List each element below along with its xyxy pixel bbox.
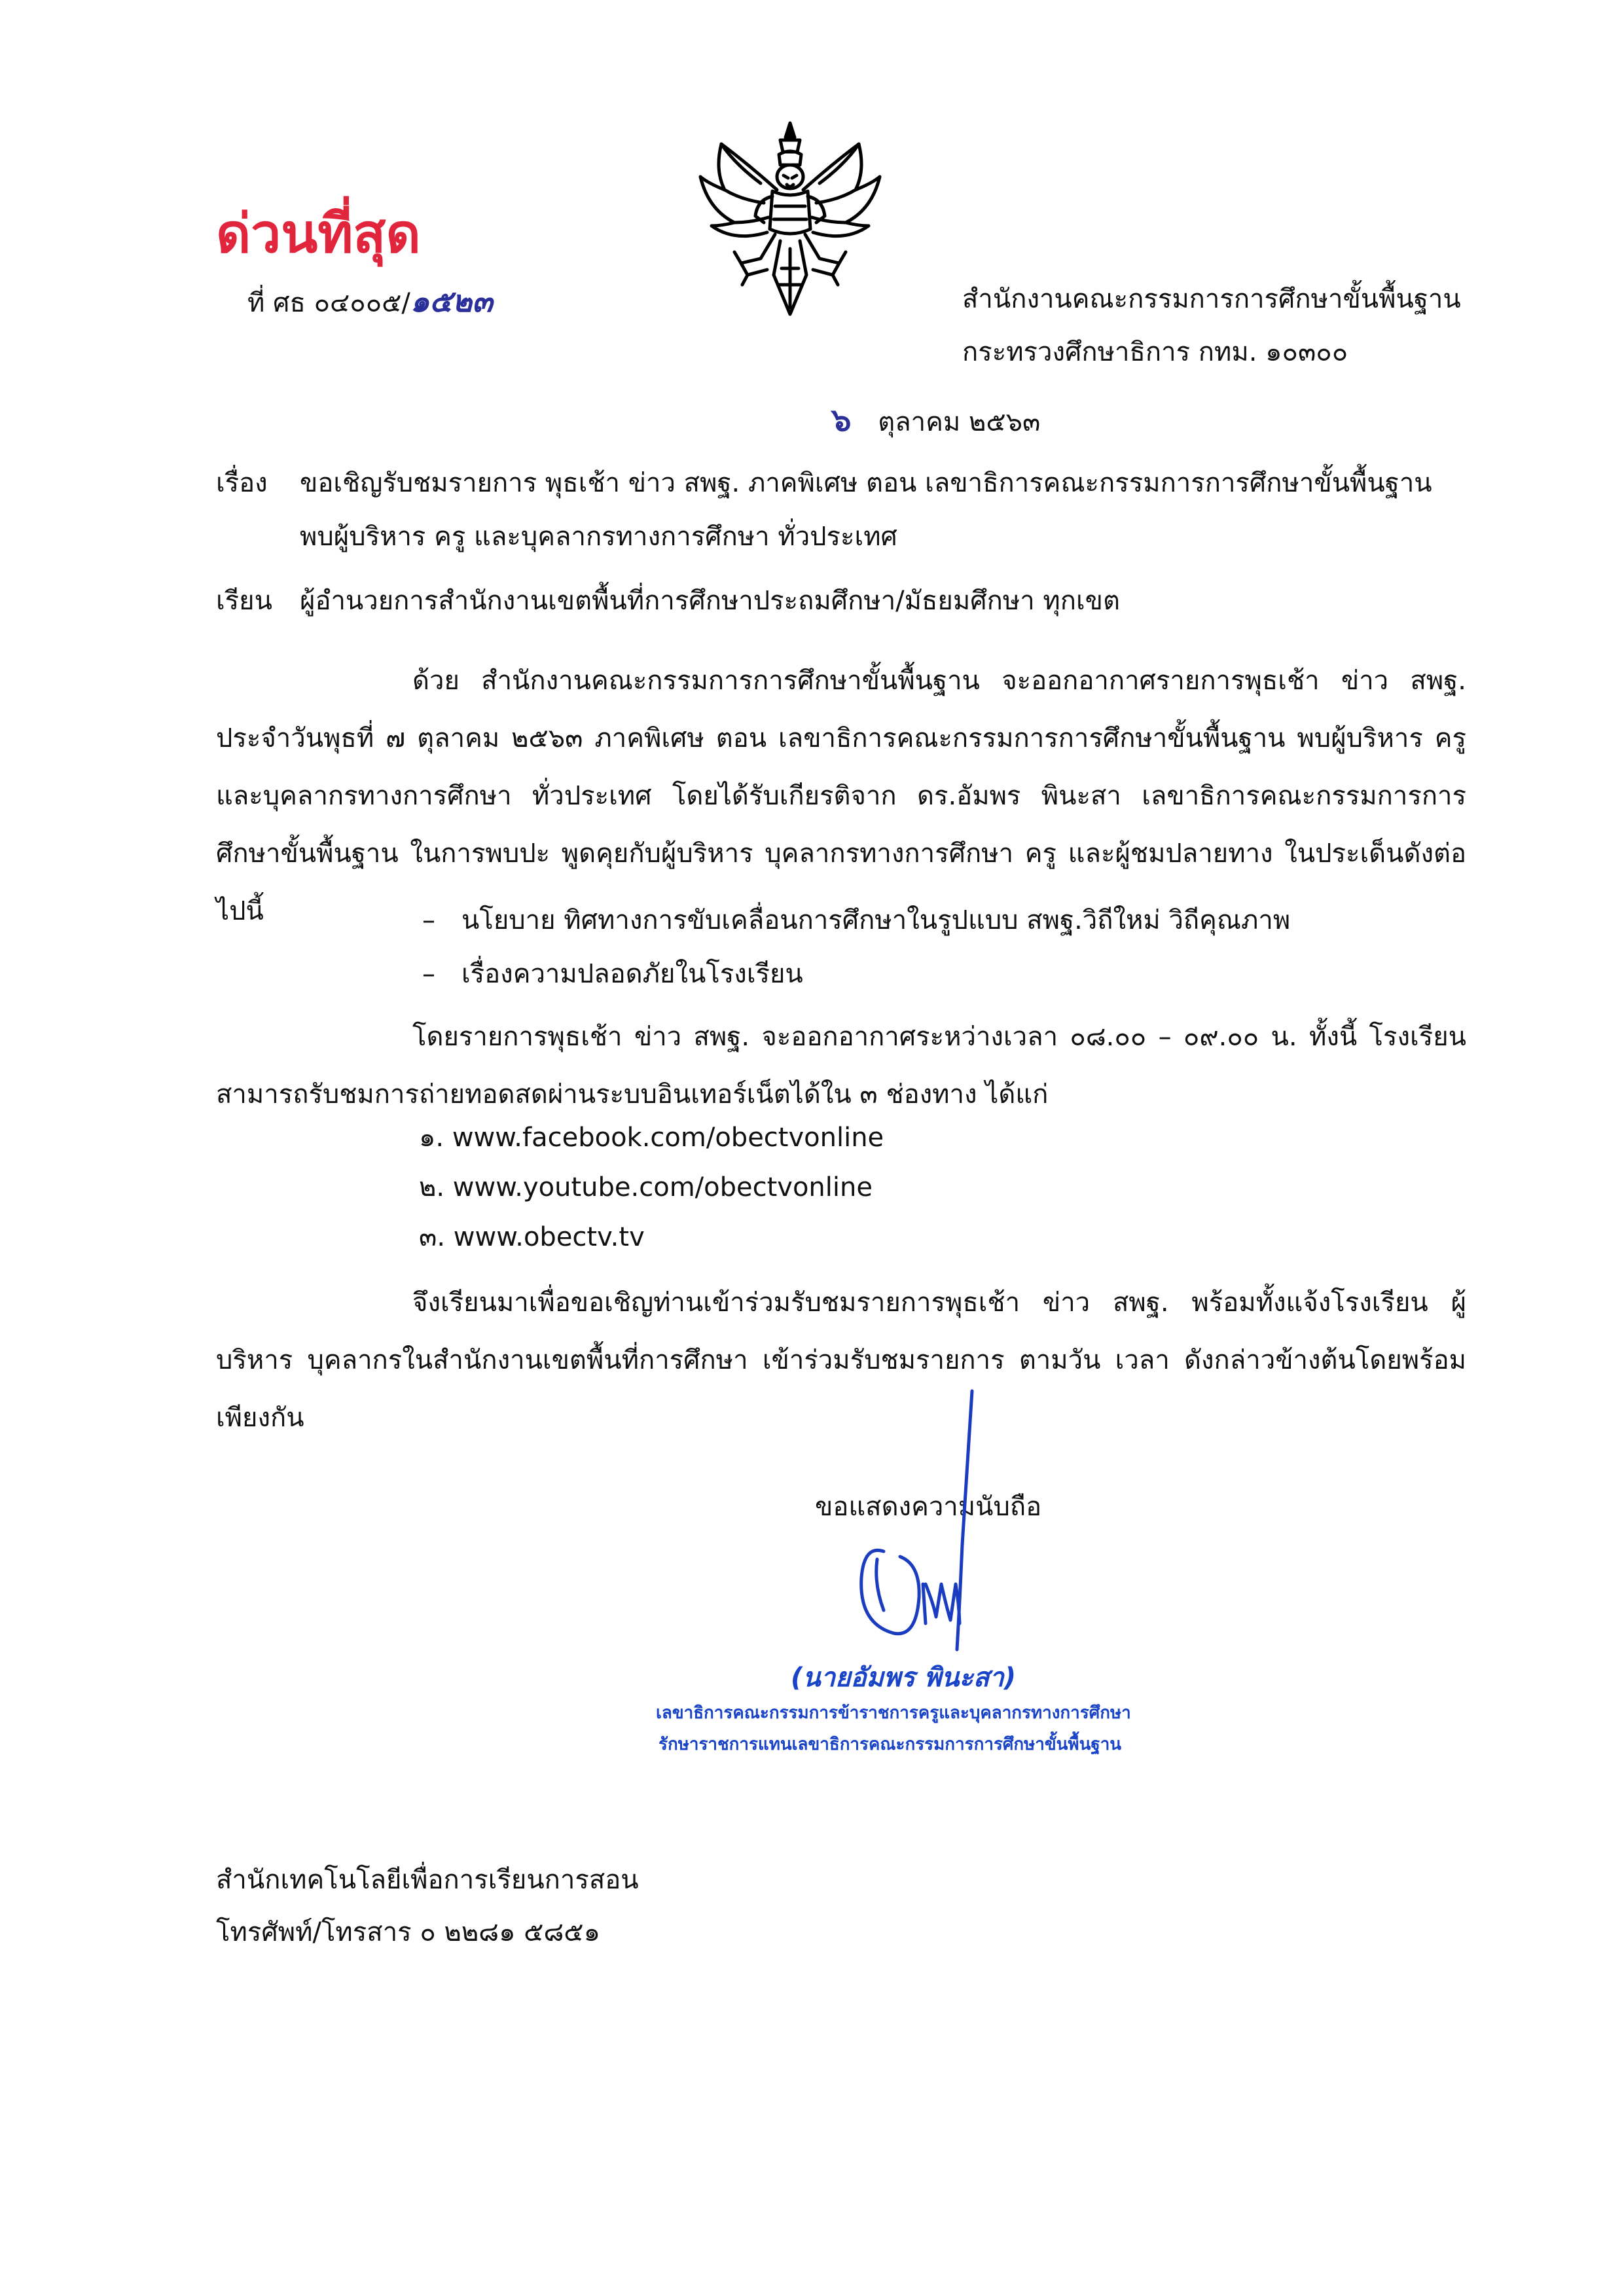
- subject-line-1: ขอเชิญรับชมรายการ พุธเช้า ข่าว สพฐ. ภาคพิเศษ ตอน เลขาธิการคณะกรรมการการศึกษาขั้นพื้นฐาน: [300, 468, 1432, 498]
- body-paragraph-2: โดยรายการพุธเช้า ข่าว สพฐ. จะออกอากาศระหว่างเวลา ๐๘.๐๐ – ๐๙.๐๐ น. ทั้งนี้ โรงเรียนสามารถรับชมการถ่ายทอดสดผ่านระบบอินเทอร์เน็ตได้ใน ๓ ช่องทาง ได้แก่: [216, 1022, 1466, 1110]
- bullet-dash-1: –: [422, 905, 435, 935]
- link-youtube: ๒. www.youtube.com/obectvonline: [419, 1172, 873, 1202]
- date-month-year: ตุลาคม ๒๕๖๓: [878, 407, 1041, 437]
- subject-label: เรื่อง: [216, 468, 268, 498]
- footer-phone: โทรศัพท์/โทรสาร ๐ ๒๒๘๑ ๕๘๕๑: [216, 1917, 600, 1947]
- body-paragraph-3: จึงเรียนมาเพื่อขอเชิญท่านเข้าร่วมรับชมรายการพุธเช้า ข่าว สพฐ. พร้อมทั้งแจ้งโรงเรียน ผู้บริหาร บุคลากรในสำนักงานเขตพื้นที่การศึกษา เข้าร่วมรับชมรายการ ตามวัน เวลา ดังกล่าวข้างต้นโดยพร้อมเพียงกัน: [216, 1288, 1466, 1433]
- bullet-text-1: นโยบาย ทิศทางการขับเคลื่อนการศึกษาในรูปแบบ สพฐ.วิถีใหม่ วิถีคุณภาพ: [461, 905, 1291, 935]
- link-obectv: ๓. www.obectv.tv: [419, 1222, 645, 1252]
- link-facebook: ๑. www.facebook.com/obectvonline: [419, 1123, 884, 1153]
- body-paragraph-1: ด้วย สำนักงานคณะกรรมการการศึกษาขั้นพื้นฐาน จะออกอากาศรายการพุธเช้า ข่าว สพฐ. ประจำวันพุธที่ ๗ ตุลาคม ๒๕๖๓ ภาคพิเศษ ตอน เลขาธิการคณะกรรมการการศึกษาขั้นพื้นฐาน พบผู้บริหาร ครู และบุคลากรทางการศึกษา ทั่วประเทศ โดยได้รับเกียรติจาก ดร.อัมพร พินะสา เลขาธิการคณะกรรมการการศึกษาขั้นพื้นฐาน ในการพบปะ พูดคุยกับผู้บริหาร บุคลากรทางการศึกษา ครู และผู้ชมปลายทาง ในประเด็นดังต่อไปนี้: [216, 666, 1466, 926]
- signatory-name: (นายอัมพร พินะสา): [791, 1663, 1017, 1693]
- date-day: ๖: [831, 402, 852, 439]
- reference-handwritten-number: ๑๕๒๓: [410, 283, 493, 319]
- recipient-text: ผู้อำนวยการสำนักงานเขตพื้นที่การศึกษาประถมศึกษา/มัธยมศึกษา ทุกเขต: [300, 586, 1120, 616]
- document-date: [831, 402, 1041, 439]
- signatory-position-2: รักษาราชการแทนเลขาธิการคณะกรรมการการศึกษาขั้นพื้นฐาน: [659, 1735, 1122, 1754]
- handwritten-signature: [838, 1388, 1074, 1663]
- office-name: สำนักงานคณะกรรมการการศึกษาขั้นพื้นฐาน: [962, 284, 1461, 314]
- closing-salutation: ขอแสดงความนับถือ: [815, 1492, 1042, 1522]
- reference-prefix: ที่ ศธ ๐๔๐๐๕/: [247, 288, 410, 318]
- urgency-label: ด่วนที่สุด: [216, 203, 421, 265]
- reference-number: [247, 283, 493, 319]
- subject-line-2: พบผู้บริหาร ครู และบุคลากรทางการศึกษา ทั่วประเทศ: [300, 522, 897, 552]
- office-address: กระทรวงศึกษาธิการ กทม. ๑๐๓๐๐: [962, 337, 1348, 367]
- recipient-label: เรียน: [216, 586, 272, 616]
- bullet-text-2: เรื่องความปลอดภัยในโรงเรียน: [461, 959, 803, 989]
- signatory-position-1: เลขาธิการคณะกรรมการข้าราชการครูและบุคลากรทางการศึกษา: [656, 1703, 1131, 1723]
- garuda-emblem: [695, 118, 885, 322]
- footer-unit: สำนักเทคโนโลยีเพื่อการเรียนการสอน: [216, 1865, 639, 1895]
- bullet-dash-2: –: [422, 959, 435, 989]
